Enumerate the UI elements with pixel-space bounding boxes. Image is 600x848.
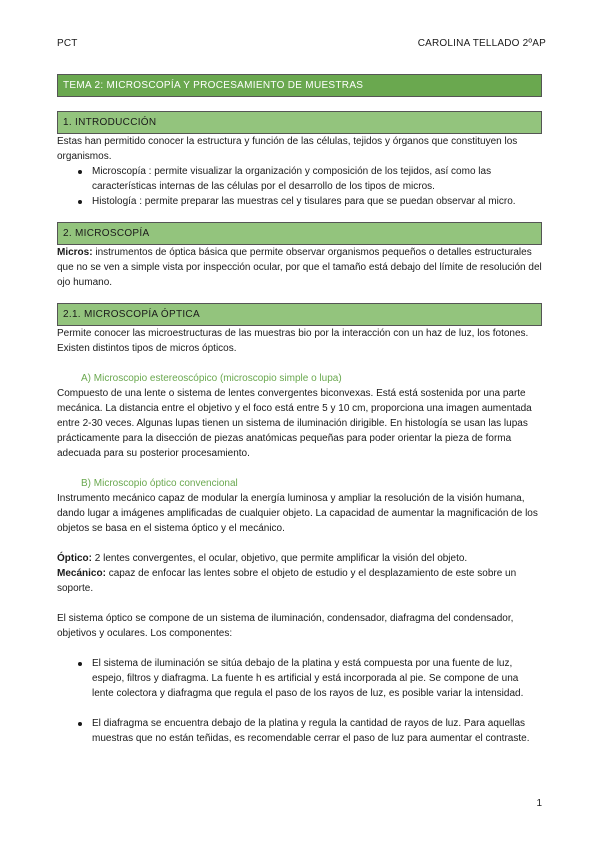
micros-text: instrumentos de óptica básica que permite observar organismos pequeños o detalles estructurales que no se ven a simple vista por inspección ocular, por que el tamaño está debajo del límite de resolución del ojo humano. [57, 247, 542, 288]
section-heading-microscopia: 2. MICROSCOPÍA [57, 222, 542, 245]
list-item: Microscopía : permite visualizar la organización y composición de los tejidos, así como las características internas de las células por el desarrollo de los tipos de micros. [57, 164, 542, 194]
document-body [57, 74, 542, 746]
optico-definition [57, 551, 542, 566]
page-number: 1 [536, 798, 542, 809]
list-item: El diafragma se encuentra debajo de la platina y regula la cantidad de rayos de luz. Para aquellas muestras que no están teñidas, es recomendable cerrar el paso de luz para aumentar el contraste. [57, 716, 542, 746]
components-bullet-list [57, 656, 542, 746]
estereoscopico-text: Compuesto de una lente o sistema de lentes convergentes biconvexas. Está está sostenida por una parte mecánica. La distancia entre el objetivo y el foco está entre 5 y 10 cm, proporciona una imagen aumentada entre 2-30 veces. Algunas lupas tienen un sistema de iluminación dirigible. En histología se usan las lupas prácticamente para la disección de piezas anatómicas pequeñas para poder orientar la pieza de forma adecuada para su posterior procesamiento. [57, 388, 532, 459]
optico-term: Óptico: [57, 553, 92, 564]
section-heading-introduccion: 1. INTRODUCCIÓN [57, 111, 542, 134]
list-item: El sistema de iluminación se sitúa debajo de la platina y está compuesta por una fuente de luz, espejo, filtros y diafragma. La fuente h es artificial y está incorporada al pie. Se compone de una lente colectora y diafragma que regula el paso de los rayos de luz, es posible variar la intensidad. [57, 656, 542, 701]
header-course: PCT [57, 38, 78, 49]
convencional-text: Instrumento mecánico capaz de modular la energía luminosa y ampliar la resolución de la visión humana, dando lugar a imágenes amplificadas de cualquier objeto. La capacidad de aumentar la magnificación de los objetos se basa en el sistema óptico y el mecánico. [57, 493, 538, 534]
micros-term: Micros: [57, 247, 93, 258]
mecanico-definition [57, 566, 542, 596]
list-item: Histología : permite preparar las muestras cel y tisulares para que se puedan observar al micro. [57, 194, 542, 209]
section-heading-microscopia-optica: 2.1. MICROSCOPÍA ÓPTICA [57, 303, 542, 326]
optico-text: 2 lentes convergentes, el ocular, objetivo, que permite amplificar la visión del objeto. [94, 553, 468, 564]
subheading-convencional: B) Microscopio óptico convencional [81, 478, 238, 489]
intro-paragraph: Estas han permitido conocer la estructura y función de las células, tejidos y órganos que constituyen los organismos. [57, 136, 518, 162]
micros-definition [57, 245, 542, 290]
header-author: CAROLINA TELLADO 2ºAP [417, 38, 546, 49]
sistema-optico-text: El sistema óptico se compone de un sistema de iluminación, condensador, diafragma del condensador, objetivos y oculares. Los componentes: [57, 613, 514, 639]
intro-bullet-list [57, 164, 542, 209]
subheading-estereoscopico: A) Microscopio estereoscópico (microscopio simple o lupa) [81, 373, 342, 384]
mecanico-term: Mecánico: [57, 568, 106, 579]
optica-intro: Permite conocer las microestructuras de las muestras bio por la interacción con un haz de luz, los fotones. Existen distintos tipos de micros ópticos. [57, 328, 529, 354]
chapter-title-bar: TEMA 2: MICROSCOPÍA Y PROCESAMIENTO DE MUESTRAS [57, 74, 542, 97]
mecanico-text: capaz de enfocar las lentes sobre el objeto de estudio y el desplazamiento de este sobre un soporte. [57, 568, 517, 594]
